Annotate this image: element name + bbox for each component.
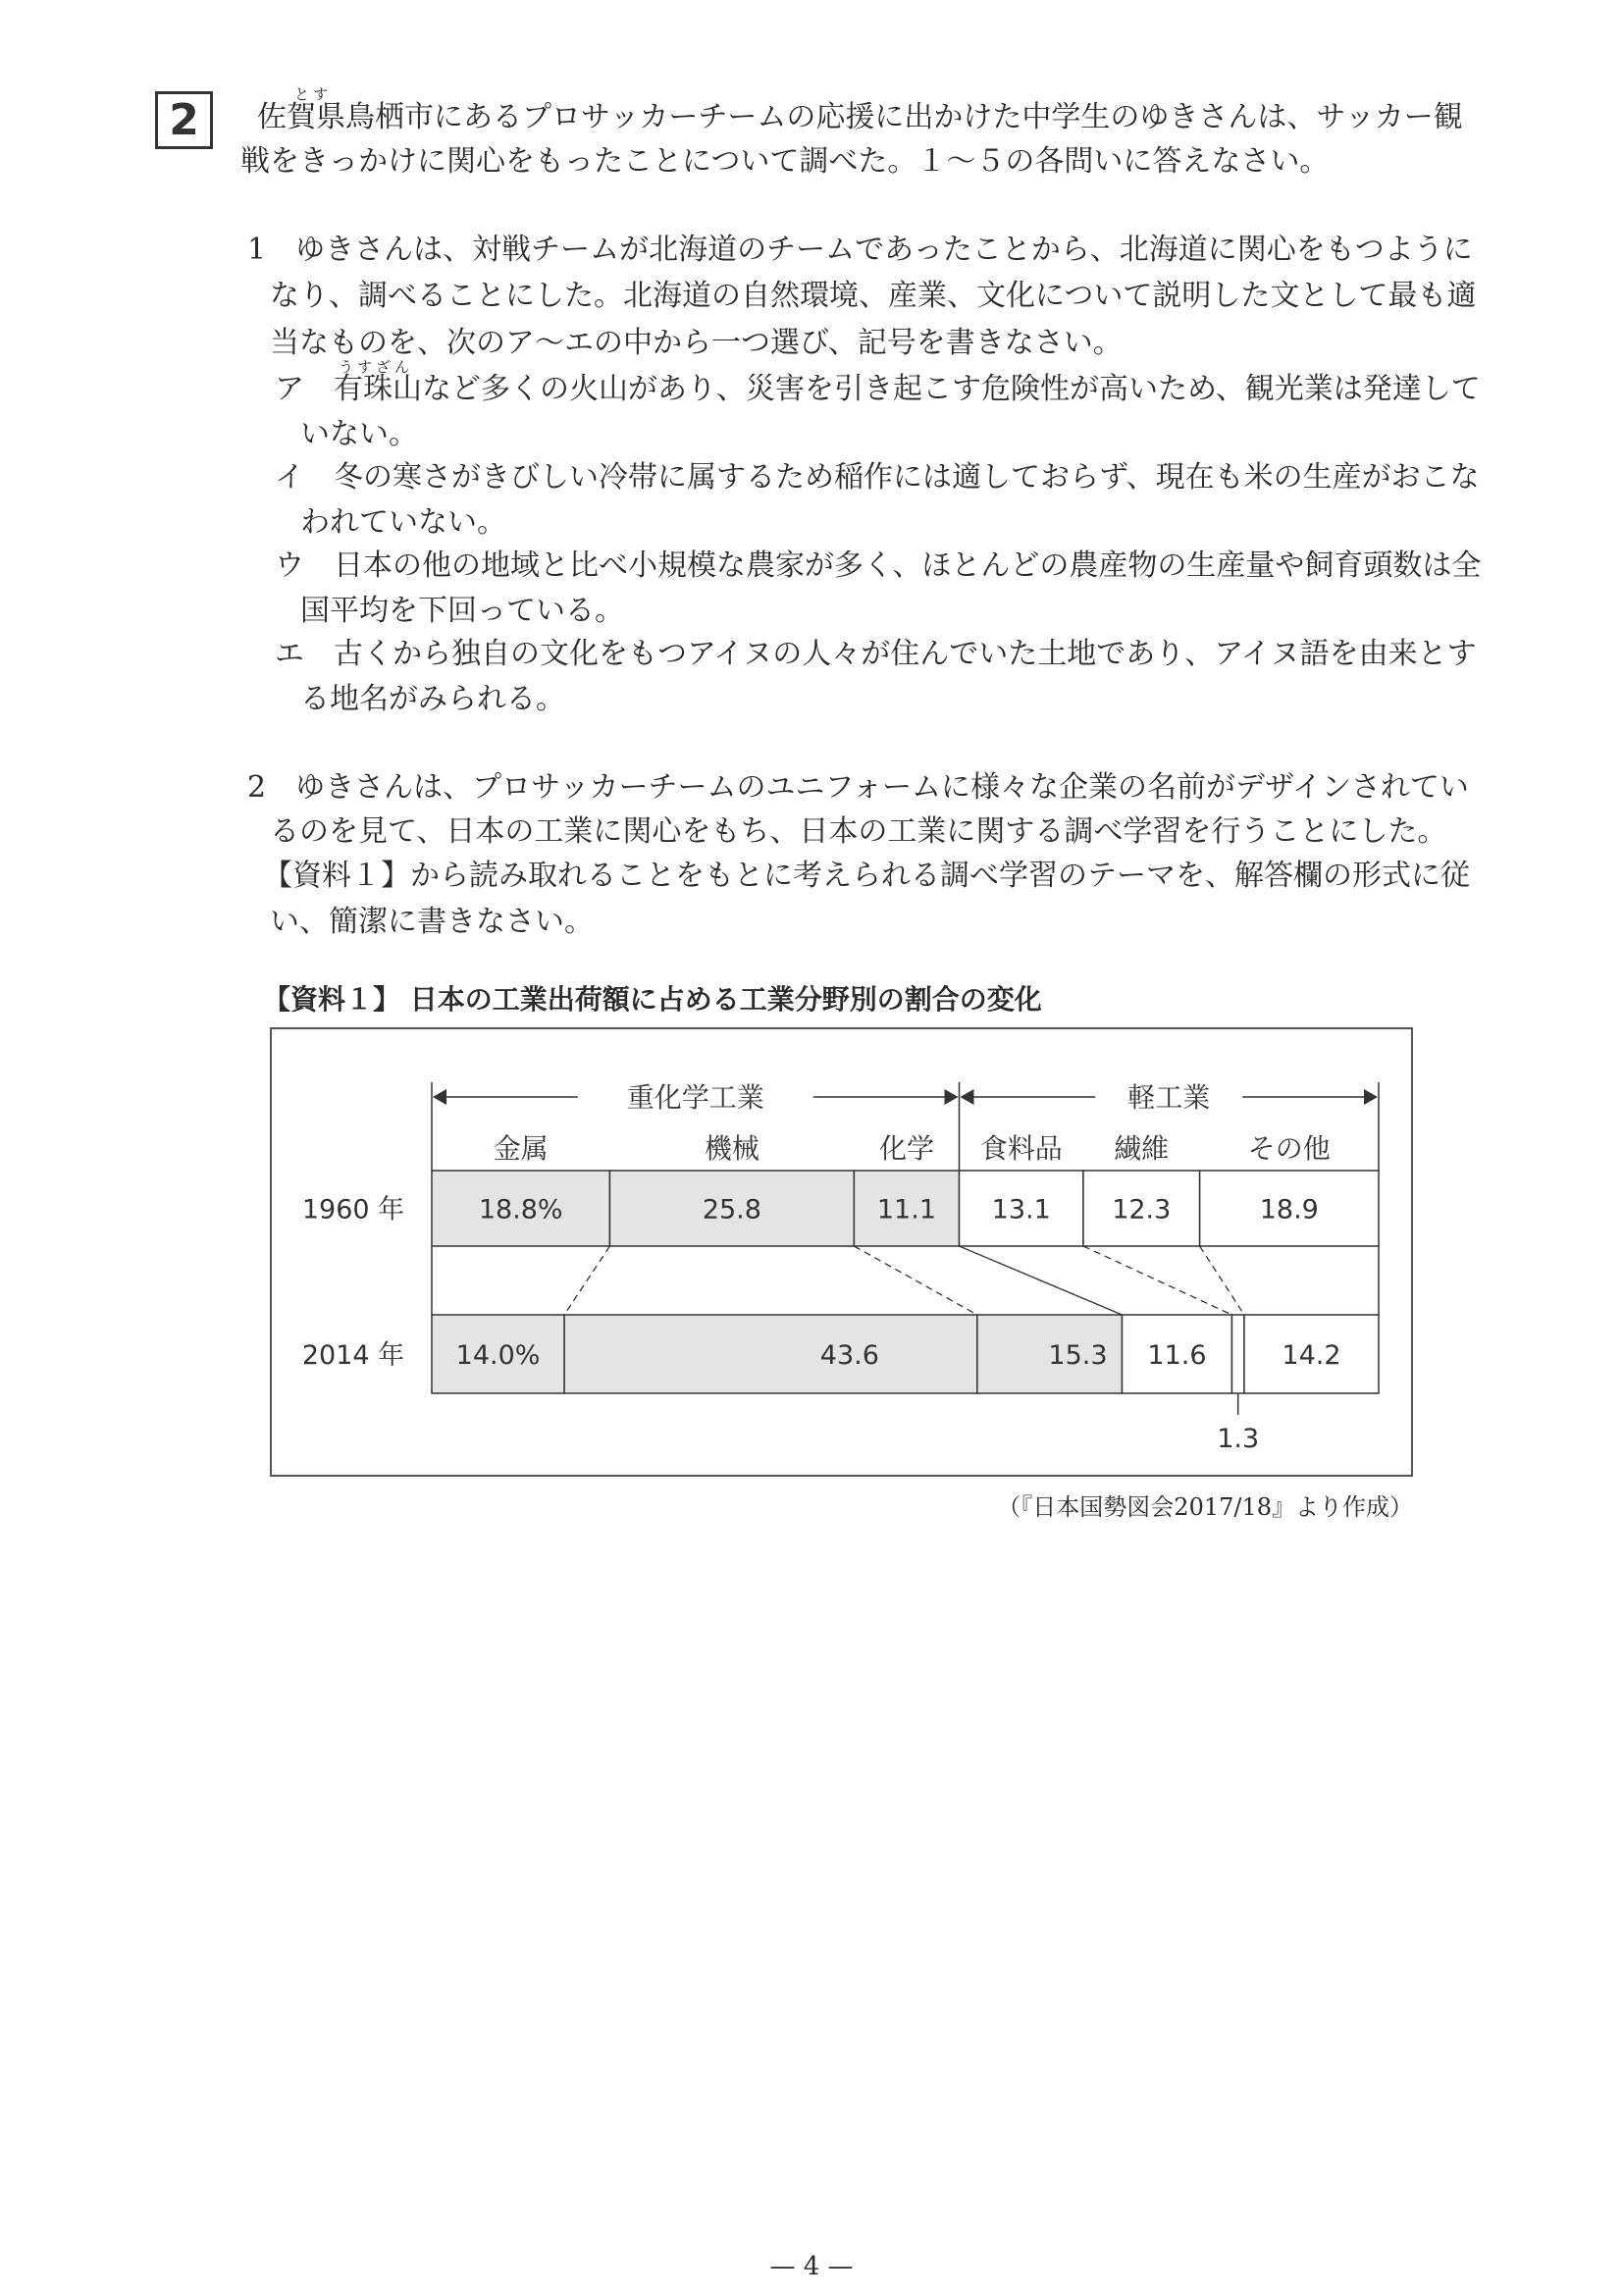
category-label: 化学 xyxy=(878,1132,934,1165)
data-label: 18.8% xyxy=(478,1194,563,1226)
arrowhead-left-icon xyxy=(961,1089,974,1105)
data-label: 12.3 xyxy=(1112,1194,1172,1226)
intro-line-1: 佐賀県鳥栖市にあるプロサッカーチームの応援に出かけた中学生のゆきさんは、サッカー観 xyxy=(257,100,1463,134)
bar-segment xyxy=(564,1315,977,1393)
choice-u-line-2: 国平均を下回っている。 xyxy=(300,594,624,628)
row-label: 1960 年 xyxy=(301,1194,405,1226)
connector-line xyxy=(1200,1246,1244,1315)
category-label: 繊維 xyxy=(1114,1132,1170,1165)
data-label: 15.3 xyxy=(1048,1340,1108,1371)
choice-e-line-1: エ 古くから独自の文化をもつアイヌの人々が住んでいた土地であり、アイヌ語を由来とす xyxy=(275,637,1477,671)
q2-line-2: るのを見て、日本の工業に関心をもち、日本の工業に関する調べ学習を行うことにした。 xyxy=(270,814,1447,849)
choice-a-line-1: ア 有珠山など多くの火山があり、災害を引き起こす危険性が高いため、観光業は発達して xyxy=(275,372,1481,406)
page-number: — 4 — xyxy=(769,2252,854,2281)
arrowhead-left-icon xyxy=(433,1089,446,1105)
bar-segment xyxy=(1231,1315,1244,1393)
data-label: 14.0% xyxy=(455,1340,541,1371)
q1-line-1: 1 ゆきさんは、対戦チームが北海道のチームであったことから、北海道に関心をもつように xyxy=(247,233,1473,267)
category-label: 食料品 xyxy=(979,1132,1063,1165)
connector-line xyxy=(854,1246,976,1315)
q2-line-3: 【資料１】から読み取れることをもとに考えられる調べ学習のテーマを、解答欄の形式に従 xyxy=(263,859,1470,893)
choice-u-line-1: ウ 日本の他の地域と比べ小規模な農家が多く、ほとんどの農産物の生産量や飼育頭数は全 xyxy=(275,548,1482,583)
data-label: 14.2 xyxy=(1282,1340,1341,1371)
data-label: 25.8 xyxy=(702,1194,761,1226)
furigana-usuzan: うすざん xyxy=(339,358,414,376)
question-number-box: 2 xyxy=(155,91,213,149)
arrowhead-right-icon xyxy=(1364,1089,1378,1105)
group-label: 重化学工業 xyxy=(626,1081,764,1114)
connector-line xyxy=(564,1246,609,1315)
choice-a-line-2: いない。 xyxy=(300,417,418,451)
category-label: 機械 xyxy=(704,1132,759,1165)
choice-e-line-2: る地名がみられる。 xyxy=(300,682,565,716)
choice-i-line-1: イ 冬の寒さがきびしい冷帯に属するため稲作には適しておらず、現在も米の生産がおこな xyxy=(275,460,1480,495)
q2-line-4: い、簡潔に書きなさい。 xyxy=(270,905,594,939)
chart-source: （『日本国勢図会2017/18』より作成） xyxy=(997,1493,1413,1521)
connector-line xyxy=(960,1246,1123,1315)
data-label: 18.9 xyxy=(1259,1194,1319,1226)
data-label: 13.1 xyxy=(991,1194,1051,1226)
q1-line-3: 当なものを、次のア～エの中から一つ選び、記号を書きなさい。 xyxy=(270,326,1123,360)
category-label: 金属 xyxy=(493,1132,549,1165)
furigana-tosu: とす xyxy=(294,85,333,103)
data-label: 11.6 xyxy=(1147,1340,1207,1371)
stacked-bar-chart xyxy=(270,1027,1413,1477)
data-label: 1.3 xyxy=(1217,1424,1260,1454)
q1-line-2: なり、調べることにした。北海道の自然環境、産業、文化について説明した文として最も適 xyxy=(270,279,1477,313)
q2-line-1: 2 ゆきさんは、プロサッカーチームのユニフォームに様々な企業の名前がデザインされてい xyxy=(247,770,1469,805)
group-label: 軽工業 xyxy=(1127,1081,1211,1114)
category-label: その他 xyxy=(1247,1132,1331,1165)
row-label: 2014 年 xyxy=(301,1340,405,1371)
connector-line xyxy=(1083,1246,1232,1315)
chart-title: 【資料１】 日本の工業出荷額に占める工業分野別の割合の変化 xyxy=(263,983,1042,1016)
intro-line-2: 戦をきっかけに関心をもったことについて調べた。１～５の各問いに答えなさい。 xyxy=(240,144,1330,179)
choice-i-line-2: われていない。 xyxy=(300,505,506,540)
data-label: 11.1 xyxy=(876,1194,937,1226)
arrowhead-right-icon xyxy=(945,1089,959,1105)
data-label: 43.6 xyxy=(819,1340,879,1371)
